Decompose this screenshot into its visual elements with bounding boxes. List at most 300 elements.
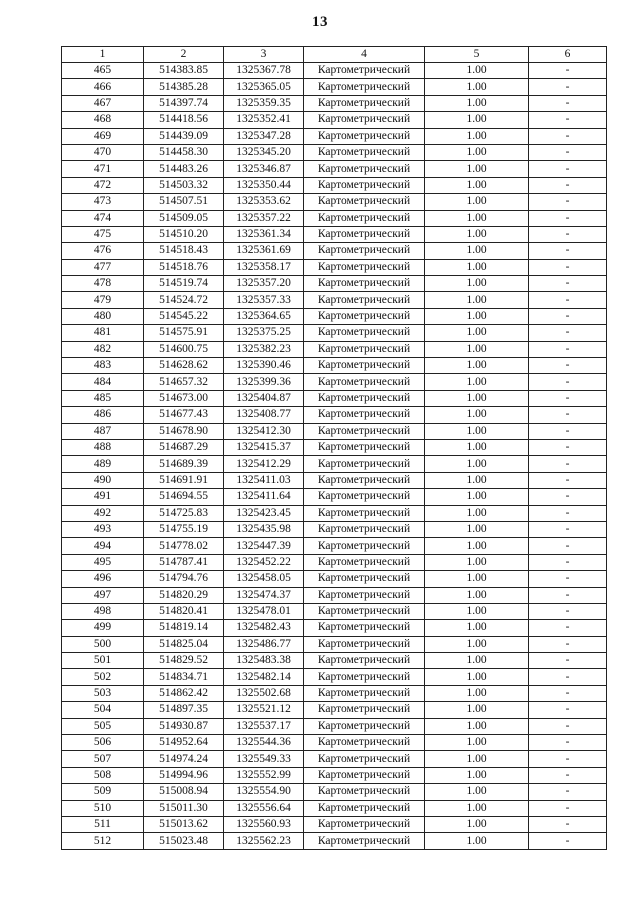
table-row xyxy=(62,800,607,816)
table-row xyxy=(62,210,607,226)
y-coordinate-cell: 1325361.34 xyxy=(224,226,304,242)
x-coordinate-cell: 514503.32 xyxy=(144,177,224,193)
y-coordinate-cell: 1325560.93 xyxy=(224,816,304,832)
method-cell: Картометрический xyxy=(304,833,425,849)
y-coordinate-cell: 1325346.87 xyxy=(224,161,304,177)
note-cell: - xyxy=(529,800,607,816)
note-cell: - xyxy=(529,653,607,669)
note-cell: - xyxy=(529,243,607,259)
point-number-cell: 472 xyxy=(62,177,144,193)
y-coordinate-cell: 1325521.12 xyxy=(224,702,304,718)
y-coordinate-cell: 1325359.35 xyxy=(224,95,304,111)
accuracy-cell: 1.00 xyxy=(425,571,529,587)
table-row xyxy=(62,767,607,783)
note-cell: - xyxy=(529,784,607,800)
point-number-cell: 481 xyxy=(62,325,144,341)
method-cell: Картометрический xyxy=(304,669,425,685)
method-cell: Картометрический xyxy=(304,554,425,570)
y-coordinate-cell: 1325408.77 xyxy=(224,407,304,423)
note-cell: - xyxy=(529,636,607,652)
x-coordinate-cell: 514575.91 xyxy=(144,325,224,341)
point-number-cell: 502 xyxy=(62,669,144,685)
method-cell: Картометрический xyxy=(304,816,425,832)
table-row xyxy=(62,243,607,259)
method-cell: Картометрический xyxy=(304,489,425,505)
y-coordinate-cell: 1325357.22 xyxy=(224,210,304,226)
y-coordinate-cell: 1325353.62 xyxy=(224,194,304,210)
x-coordinate-cell: 514677.43 xyxy=(144,407,224,423)
note-cell: - xyxy=(529,177,607,193)
method-cell: Картометрический xyxy=(304,407,425,423)
point-number-cell: 494 xyxy=(62,538,144,554)
method-cell: Картометрический xyxy=(304,620,425,636)
note-cell: - xyxy=(529,226,607,242)
x-coordinate-cell: 514507.51 xyxy=(144,194,224,210)
table-row xyxy=(62,63,607,79)
point-number-cell: 470 xyxy=(62,144,144,160)
x-coordinate-cell: 514819.14 xyxy=(144,620,224,636)
method-cell: Картометрический xyxy=(304,685,425,701)
accuracy-cell: 1.00 xyxy=(425,538,529,554)
note-cell: - xyxy=(529,816,607,832)
x-coordinate-cell: 514518.43 xyxy=(144,243,224,259)
method-cell: Картометрический xyxy=(304,128,425,144)
note-cell: - xyxy=(529,407,607,423)
y-coordinate-cell: 1325382.23 xyxy=(224,341,304,357)
accuracy-cell: 1.00 xyxy=(425,505,529,521)
note-cell: - xyxy=(529,358,607,374)
accuracy-cell: 1.00 xyxy=(425,112,529,128)
y-coordinate-cell: 1325357.20 xyxy=(224,276,304,292)
x-coordinate-cell: 515011.30 xyxy=(144,800,224,816)
accuracy-cell: 1.00 xyxy=(425,226,529,242)
accuracy-cell: 1.00 xyxy=(425,177,529,193)
table-row xyxy=(62,735,607,751)
point-number-cell: 505 xyxy=(62,718,144,734)
y-coordinate-cell: 1325357.33 xyxy=(224,292,304,308)
table-row xyxy=(62,276,607,292)
accuracy-cell: 1.00 xyxy=(425,816,529,832)
note-cell: - xyxy=(529,341,607,357)
note-cell: - xyxy=(529,472,607,488)
accuracy-cell: 1.00 xyxy=(425,325,529,341)
note-cell: - xyxy=(529,325,607,341)
note-cell: - xyxy=(529,538,607,554)
accuracy-cell: 1.00 xyxy=(425,161,529,177)
table-row xyxy=(62,407,607,423)
x-coordinate-cell: 514952.64 xyxy=(144,735,224,751)
table-row xyxy=(62,439,607,455)
point-number-cell: 475 xyxy=(62,226,144,242)
accuracy-cell: 1.00 xyxy=(425,767,529,783)
note-cell: - xyxy=(529,210,607,226)
x-coordinate-cell: 514974.24 xyxy=(144,751,224,767)
table-header-row xyxy=(62,47,607,63)
accuracy-cell: 1.00 xyxy=(425,95,529,111)
point-number-cell: 489 xyxy=(62,456,144,472)
accuracy-cell: 1.00 xyxy=(425,489,529,505)
x-coordinate-cell: 514385.28 xyxy=(144,79,224,95)
point-number-cell: 476 xyxy=(62,243,144,259)
note-cell: - xyxy=(529,194,607,210)
table-row xyxy=(62,308,607,324)
column-header: 4 xyxy=(304,47,425,63)
table-row xyxy=(62,95,607,111)
method-cell: Картометрический xyxy=(304,374,425,390)
method-cell: Картометрический xyxy=(304,358,425,374)
table-row xyxy=(62,636,607,652)
y-coordinate-cell: 1325411.64 xyxy=(224,489,304,505)
table-row xyxy=(62,620,607,636)
x-coordinate-cell: 514458.30 xyxy=(144,144,224,160)
x-coordinate-cell: 514687.29 xyxy=(144,439,224,455)
y-coordinate-cell: 1325411.03 xyxy=(224,472,304,488)
note-cell: - xyxy=(529,95,607,111)
table-row xyxy=(62,603,607,619)
x-coordinate-cell: 515008.94 xyxy=(144,784,224,800)
y-coordinate-cell: 1325415.37 xyxy=(224,439,304,455)
note-cell: - xyxy=(529,161,607,177)
x-coordinate-cell: 514439.09 xyxy=(144,128,224,144)
method-cell: Картометрический xyxy=(304,505,425,521)
point-number-cell: 483 xyxy=(62,358,144,374)
y-coordinate-cell: 1325390.46 xyxy=(224,358,304,374)
accuracy-cell: 1.00 xyxy=(425,144,529,160)
y-coordinate-cell: 1325365.05 xyxy=(224,79,304,95)
note-cell: - xyxy=(529,439,607,455)
point-number-cell: 488 xyxy=(62,439,144,455)
method-cell: Картометрический xyxy=(304,112,425,128)
note-cell: - xyxy=(529,751,607,767)
x-coordinate-cell: 515013.62 xyxy=(144,816,224,832)
table-row xyxy=(62,390,607,406)
note-cell: - xyxy=(529,571,607,587)
x-coordinate-cell: 514678.90 xyxy=(144,423,224,439)
note-cell: - xyxy=(529,735,607,751)
y-coordinate-cell: 1325552.99 xyxy=(224,767,304,783)
point-number-cell: 492 xyxy=(62,505,144,521)
y-coordinate-cell: 1325486.77 xyxy=(224,636,304,652)
x-coordinate-cell: 514519.74 xyxy=(144,276,224,292)
accuracy-cell: 1.00 xyxy=(425,669,529,685)
note-cell: - xyxy=(529,702,607,718)
x-coordinate-cell: 514862.42 xyxy=(144,685,224,701)
table-row xyxy=(62,784,607,800)
x-coordinate-cell: 514524.72 xyxy=(144,292,224,308)
y-coordinate-cell: 1325474.37 xyxy=(224,587,304,603)
note-cell: - xyxy=(529,390,607,406)
y-coordinate-cell: 1325350.44 xyxy=(224,177,304,193)
x-coordinate-cell: 514778.02 xyxy=(144,538,224,554)
point-number-cell: 508 xyxy=(62,767,144,783)
accuracy-cell: 1.00 xyxy=(425,259,529,275)
point-number-cell: 482 xyxy=(62,341,144,357)
table-row xyxy=(62,489,607,505)
method-cell: Картометрический xyxy=(304,718,425,734)
accuracy-cell: 1.00 xyxy=(425,390,529,406)
table-row xyxy=(62,325,607,341)
y-coordinate-cell: 1325482.43 xyxy=(224,620,304,636)
y-coordinate-cell: 1325549.33 xyxy=(224,751,304,767)
method-cell: Картометрический xyxy=(304,144,425,160)
note-cell: - xyxy=(529,685,607,701)
y-coordinate-cell: 1325423.45 xyxy=(224,505,304,521)
x-coordinate-cell: 514510.20 xyxy=(144,226,224,242)
method-cell: Картометрический xyxy=(304,226,425,242)
table-row xyxy=(62,292,607,308)
method-cell: Картометрический xyxy=(304,243,425,259)
y-coordinate-cell: 1325502.68 xyxy=(224,685,304,701)
note-cell: - xyxy=(529,603,607,619)
x-coordinate-cell: 515023.48 xyxy=(144,833,224,849)
accuracy-cell: 1.00 xyxy=(425,358,529,374)
point-number-cell: 497 xyxy=(62,587,144,603)
y-coordinate-cell: 1325544.36 xyxy=(224,735,304,751)
note-cell: - xyxy=(529,259,607,275)
accuracy-cell: 1.00 xyxy=(425,751,529,767)
y-coordinate-cell: 1325537.17 xyxy=(224,718,304,734)
y-coordinate-cell: 1325345.20 xyxy=(224,144,304,160)
accuracy-cell: 1.00 xyxy=(425,308,529,324)
accuracy-cell: 1.00 xyxy=(425,276,529,292)
y-coordinate-cell: 1325452.22 xyxy=(224,554,304,570)
accuracy-cell: 1.00 xyxy=(425,292,529,308)
y-coordinate-cell: 1325412.29 xyxy=(224,456,304,472)
point-number-cell: 484 xyxy=(62,374,144,390)
x-coordinate-cell: 514418.56 xyxy=(144,112,224,128)
column-header: 6 xyxy=(529,47,607,63)
note-cell: - xyxy=(529,79,607,95)
x-coordinate-cell: 514397.74 xyxy=(144,95,224,111)
note-cell: - xyxy=(529,374,607,390)
table-row xyxy=(62,358,607,374)
method-cell: Картометрический xyxy=(304,800,425,816)
method-cell: Картометрический xyxy=(304,63,425,79)
table-row xyxy=(62,505,607,521)
table-row xyxy=(62,816,607,832)
method-cell: Картометрический xyxy=(304,571,425,587)
note-cell: - xyxy=(529,144,607,160)
table-row xyxy=(62,112,607,128)
x-coordinate-cell: 514820.29 xyxy=(144,587,224,603)
column-header: 3 xyxy=(224,47,304,63)
column-header: 2 xyxy=(144,47,224,63)
x-coordinate-cell: 514673.00 xyxy=(144,390,224,406)
y-coordinate-cell: 1325435.98 xyxy=(224,521,304,537)
note-cell: - xyxy=(529,128,607,144)
y-coordinate-cell: 1325358.17 xyxy=(224,259,304,275)
point-number-cell: 477 xyxy=(62,259,144,275)
x-coordinate-cell: 514483.26 xyxy=(144,161,224,177)
x-coordinate-cell: 514383.85 xyxy=(144,63,224,79)
y-coordinate-cell: 1325483.38 xyxy=(224,653,304,669)
y-coordinate-cell: 1325364.65 xyxy=(224,308,304,324)
point-number-cell: 485 xyxy=(62,390,144,406)
accuracy-cell: 1.00 xyxy=(425,636,529,652)
y-coordinate-cell: 1325554.90 xyxy=(224,784,304,800)
x-coordinate-cell: 514825.04 xyxy=(144,636,224,652)
table-row xyxy=(62,521,607,537)
point-number-cell: 498 xyxy=(62,603,144,619)
accuracy-cell: 1.00 xyxy=(425,685,529,701)
x-coordinate-cell: 514691.91 xyxy=(144,472,224,488)
point-number-cell: 479 xyxy=(62,292,144,308)
point-number-cell: 474 xyxy=(62,210,144,226)
table-row xyxy=(62,456,607,472)
note-cell: - xyxy=(529,308,607,324)
y-coordinate-cell: 1325367.78 xyxy=(224,63,304,79)
method-cell: Картометрический xyxy=(304,276,425,292)
note-cell: - xyxy=(529,669,607,685)
note-cell: - xyxy=(529,63,607,79)
x-coordinate-cell: 514545.22 xyxy=(144,308,224,324)
method-cell: Картометрический xyxy=(304,95,425,111)
table-body xyxy=(62,63,607,850)
x-coordinate-cell: 514755.19 xyxy=(144,521,224,537)
y-coordinate-cell: 1325399.36 xyxy=(224,374,304,390)
y-coordinate-cell: 1325556.64 xyxy=(224,800,304,816)
method-cell: Картометрический xyxy=(304,79,425,95)
point-number-cell: 473 xyxy=(62,194,144,210)
point-number-cell: 465 xyxy=(62,63,144,79)
table-row xyxy=(62,587,607,603)
method-cell: Картометрический xyxy=(304,751,425,767)
accuracy-cell: 1.00 xyxy=(425,620,529,636)
point-number-cell: 511 xyxy=(62,816,144,832)
table-row xyxy=(62,472,607,488)
x-coordinate-cell: 514897.35 xyxy=(144,702,224,718)
y-coordinate-cell: 1325482.14 xyxy=(224,669,304,685)
note-cell: - xyxy=(529,456,607,472)
accuracy-cell: 1.00 xyxy=(425,423,529,439)
point-number-cell: 467 xyxy=(62,95,144,111)
x-coordinate-cell: 514689.39 xyxy=(144,456,224,472)
method-cell: Картометрический xyxy=(304,538,425,554)
table-row xyxy=(62,79,607,95)
accuracy-cell: 1.00 xyxy=(425,472,529,488)
point-number-cell: 468 xyxy=(62,112,144,128)
method-cell: Картометрический xyxy=(304,194,425,210)
accuracy-cell: 1.00 xyxy=(425,521,529,537)
method-cell: Картометрический xyxy=(304,653,425,669)
accuracy-cell: 1.00 xyxy=(425,79,529,95)
x-coordinate-cell: 514829.52 xyxy=(144,653,224,669)
point-number-cell: 491 xyxy=(62,489,144,505)
x-coordinate-cell: 514794.76 xyxy=(144,571,224,587)
note-cell: - xyxy=(529,292,607,308)
table-row xyxy=(62,194,607,210)
point-number-cell: 510 xyxy=(62,800,144,816)
note-cell: - xyxy=(529,587,607,603)
method-cell: Картометрический xyxy=(304,784,425,800)
note-cell: - xyxy=(529,833,607,849)
x-coordinate-cell: 514834.71 xyxy=(144,669,224,685)
accuracy-cell: 1.00 xyxy=(425,374,529,390)
y-coordinate-cell: 1325375.25 xyxy=(224,325,304,341)
point-number-cell: 509 xyxy=(62,784,144,800)
note-cell: - xyxy=(529,767,607,783)
x-coordinate-cell: 514518.76 xyxy=(144,259,224,275)
table-row xyxy=(62,144,607,160)
note-cell: - xyxy=(529,423,607,439)
note-cell: - xyxy=(529,276,607,292)
method-cell: Картометрический xyxy=(304,325,425,341)
point-number-cell: 503 xyxy=(62,685,144,701)
table-row xyxy=(62,341,607,357)
accuracy-cell: 1.00 xyxy=(425,800,529,816)
x-coordinate-cell: 514694.55 xyxy=(144,489,224,505)
point-number-cell: 499 xyxy=(62,620,144,636)
accuracy-cell: 1.00 xyxy=(425,653,529,669)
accuracy-cell: 1.00 xyxy=(425,456,529,472)
table-row xyxy=(62,423,607,439)
method-cell: Картометрический xyxy=(304,423,425,439)
point-number-cell: 493 xyxy=(62,521,144,537)
x-coordinate-cell: 514994.96 xyxy=(144,767,224,783)
page-number: 13 xyxy=(312,14,328,30)
table-row xyxy=(62,177,607,193)
accuracy-cell: 1.00 xyxy=(425,603,529,619)
y-coordinate-cell: 1325412.30 xyxy=(224,423,304,439)
accuracy-cell: 1.00 xyxy=(425,439,529,455)
point-number-cell: 506 xyxy=(62,735,144,751)
accuracy-cell: 1.00 xyxy=(425,554,529,570)
method-cell: Картометрический xyxy=(304,735,425,751)
table-row xyxy=(62,833,607,849)
x-coordinate-cell: 514657.32 xyxy=(144,374,224,390)
accuracy-cell: 1.00 xyxy=(425,63,529,79)
accuracy-cell: 1.00 xyxy=(425,243,529,259)
y-coordinate-cell: 1325447.39 xyxy=(224,538,304,554)
method-cell: Картометрический xyxy=(304,521,425,537)
method-cell: Картометрический xyxy=(304,308,425,324)
method-cell: Картометрический xyxy=(304,603,425,619)
table-row xyxy=(62,718,607,734)
note-cell: - xyxy=(529,112,607,128)
accuracy-cell: 1.00 xyxy=(425,735,529,751)
point-number-cell: 500 xyxy=(62,636,144,652)
note-cell: - xyxy=(529,718,607,734)
point-number-cell: 478 xyxy=(62,276,144,292)
table-row xyxy=(62,374,607,390)
method-cell: Картометрический xyxy=(304,210,425,226)
point-number-cell: 490 xyxy=(62,472,144,488)
table-row xyxy=(62,653,607,669)
table-row xyxy=(62,669,607,685)
note-cell: - xyxy=(529,489,607,505)
table-row xyxy=(62,554,607,570)
point-number-cell: 487 xyxy=(62,423,144,439)
table-row xyxy=(62,161,607,177)
method-cell: Картометрический xyxy=(304,259,425,275)
accuracy-cell: 1.00 xyxy=(425,702,529,718)
x-coordinate-cell: 514600.75 xyxy=(144,341,224,357)
table-row xyxy=(62,702,607,718)
x-coordinate-cell: 514628.62 xyxy=(144,358,224,374)
method-cell: Картометрический xyxy=(304,456,425,472)
method-cell: Картометрический xyxy=(304,587,425,603)
y-coordinate-cell: 1325352.41 xyxy=(224,112,304,128)
table-row xyxy=(62,538,607,554)
method-cell: Картометрический xyxy=(304,292,425,308)
table-row xyxy=(62,226,607,242)
point-number-cell: 507 xyxy=(62,751,144,767)
accuracy-cell: 1.00 xyxy=(425,718,529,734)
method-cell: Картометрический xyxy=(304,636,425,652)
note-cell: - xyxy=(529,505,607,521)
accuracy-cell: 1.00 xyxy=(425,210,529,226)
note-cell: - xyxy=(529,554,607,570)
